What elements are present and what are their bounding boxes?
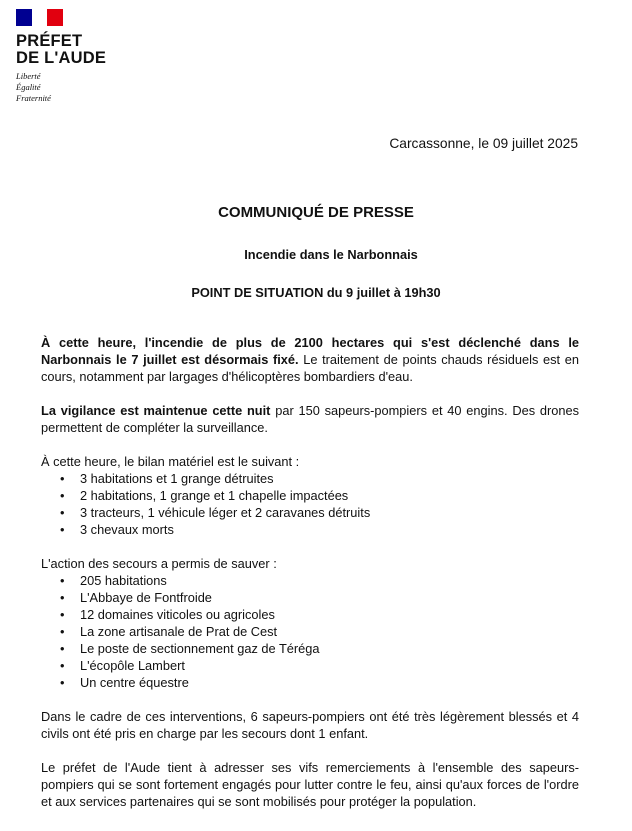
paragraph-injuries: Dans le cadre de ces interventions, 6 sapeurs-pompiers ont été très légèrement blessés et 4 civils ont été pris en charge par les secours dont 1 enfant. bbox=[41, 709, 579, 741]
subheading: Incendie dans le Narbonnais bbox=[244, 247, 418, 262]
list-item: • 12 domaines viticoles ou agricoles bbox=[41, 606, 579, 623]
flag-blue-band bbox=[16, 9, 32, 26]
list-item: • Un centre équestre bbox=[41, 674, 579, 691]
date-line: Carcassonne, le 09 juillet 2025 bbox=[389, 136, 578, 151]
list-item: • 2 habitations, 1 grange et 1 chapelle impactées bbox=[41, 487, 579, 504]
motto-fraternite: Fraternité bbox=[16, 93, 51, 103]
damage-intro: À cette heure, le bilan matériel est le suivant : bbox=[41, 454, 300, 469]
list-item: • L'Abbaye de Fontfroide bbox=[41, 589, 579, 606]
list-item: • Le poste de sectionnement gaz de Téréga bbox=[41, 640, 579, 657]
french-flag-logo bbox=[16, 9, 63, 26]
motto bbox=[16, 71, 51, 104]
press-release-body bbox=[41, 334, 579, 810]
saved-list bbox=[41, 572, 579, 691]
title-line-1: PRÉFET bbox=[16, 32, 83, 50]
paragraph-fire-status-text: Le traitement de points chauds résiduels est en cours, notamment par largages d'hélicoptères bombardiers d'eau. bbox=[41, 352, 579, 384]
list-item: • La zone artisanale de Prat de Cest bbox=[41, 623, 579, 640]
flag-white-band bbox=[32, 9, 48, 26]
paragraph-vigilance-bold: La vigilance est maintenue cette nuit bbox=[41, 403, 271, 418]
saved-intro: L'action des secours a permis de sauver : bbox=[41, 556, 277, 571]
paragraph-vigilance-text: par 150 sapeurs-pompiers et 40 engins. Des drones permettent de compléter la surveillance. bbox=[41, 403, 580, 435]
list-item: • 3 habitations et 1 grange détruites bbox=[41, 470, 579, 487]
list-item: • 3 chevaux morts bbox=[41, 521, 579, 538]
page-title: COMMUNIQUÉ DE PRESSE bbox=[218, 204, 414, 221]
motto-liberte: Liberté bbox=[16, 71, 41, 81]
paragraph-fire-status-bold: À cette heure, l'incendie de plus de 2100 hectares qui s'est déclenché dans le Narbonnais le 7 juillet est désormais fixé. bbox=[41, 335, 579, 367]
paragraph-thanks: Le préfet de l'Aude tient à adresser ses vifs remerciements à l'ensemble des sapeurs-pompiers qui se sont fortement engagés pour lutter contre le feu, ainsi qu'aux forces de l'ordre et aux services partenaires qui se sont mobilisés pour protéger la population. bbox=[41, 760, 579, 809]
damage-list bbox=[41, 470, 579, 538]
paragraph-fire-status bbox=[41, 334, 579, 385]
paragraph-vigilance bbox=[41, 402, 579, 436]
title-line-2: DE L'AUDE bbox=[16, 49, 107, 67]
situation-heading: POINT DE SITUATION du 9 juillet à 19h30 bbox=[191, 285, 441, 300]
list-item: • L'écopôle Lambert bbox=[41, 657, 579, 674]
list-item: • 205 habitations bbox=[41, 572, 579, 589]
motto-egalite: Égalité bbox=[16, 82, 41, 92]
prefecture-title bbox=[16, 33, 106, 67]
flag-red-band bbox=[47, 9, 63, 26]
list-item: • 3 tracteurs, 1 véhicule léger et 2 caravanes détruits bbox=[41, 504, 579, 521]
